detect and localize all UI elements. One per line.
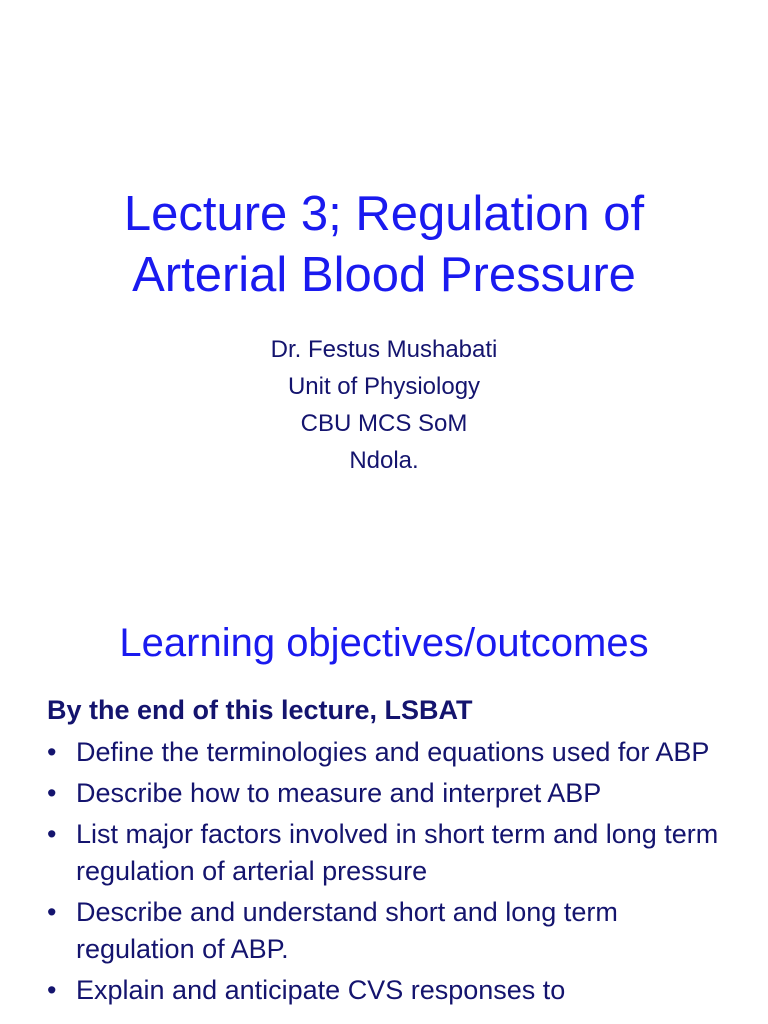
author-school: CBU MCS SoM xyxy=(300,410,468,437)
author-city: Ndola. xyxy=(349,447,419,474)
objective-text: List major factors involved in short term and long term regulation of arterial pressure xyxy=(76,819,719,886)
lecture-title-line-2: Arterial Blood Pressure xyxy=(132,248,636,302)
bullet-icon: • xyxy=(47,897,57,927)
author-unit: Unit of Physiology xyxy=(287,373,481,400)
objectives-heading: Learning objectives/outcomes xyxy=(119,621,649,665)
objectives-list xyxy=(47,734,737,1013)
bullet-icon: • xyxy=(47,975,57,1005)
bullet-icon: • xyxy=(47,819,57,849)
objective-text: Describe and understand short and long term regulation of ABP. xyxy=(76,897,618,964)
list-item xyxy=(47,775,737,812)
bullet-icon: • xyxy=(47,778,57,808)
objectives-intro: By the end of this lecture, LSBAT xyxy=(47,695,473,725)
list-item xyxy=(47,816,737,890)
objective-text: Describe how to measure and interpret ABP xyxy=(76,778,602,808)
lecture-title-line-1: Lecture 3; Regulation of xyxy=(123,187,645,241)
author-info xyxy=(0,331,768,479)
objective-text: Define the terminologies and equations used for ABP xyxy=(76,737,710,767)
objective-text: Explain and anticipate CVS responses to xyxy=(76,975,566,1005)
author-name: Dr. Festus Mushabati xyxy=(270,336,498,363)
lecture-title xyxy=(0,184,768,306)
list-item xyxy=(47,972,737,1009)
list-item xyxy=(47,894,737,968)
bullet-icon: • xyxy=(47,737,57,767)
list-item xyxy=(47,734,737,771)
